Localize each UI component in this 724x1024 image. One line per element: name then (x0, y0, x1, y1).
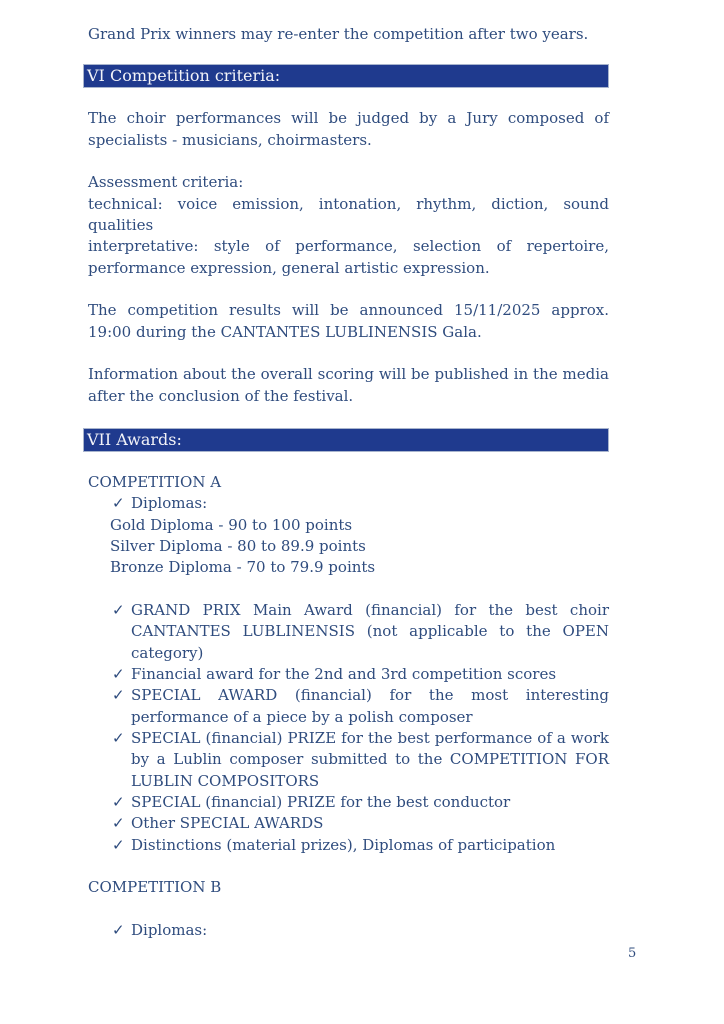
list-item-text: Financial award for the 2nd and 3rd competition scores (131, 664, 557, 683)
blank-line (88, 579, 609, 600)
section-heading-text: VI Competition criteria: (87, 66, 281, 86)
checkmark-icon: ✓ (112, 814, 125, 833)
list-item-diplomas-b (112, 920, 609, 941)
page-content (88, 24, 609, 941)
paragraph-interpretative: interpretative: style of performance, selection of repertoire, performance expression, general artistic expression. (88, 237, 609, 277)
list-item-text: GRAND PRIX Main Award (financial) for the best choir CANTANTES LUBLINENSIS (not applicable to the OPEN category) (131, 600, 609, 662)
list-item-grand-prix (112, 600, 609, 664)
list-item-financial-award (112, 664, 609, 685)
checkmark-icon: ✓ (112, 728, 125, 747)
list-item-text: SPECIAL AWARD (financial) for the most interesting performance of a piece by a polish composer (131, 686, 609, 726)
list-item-special-prize-conductor (112, 792, 609, 813)
competition-a-title: COMPETITION A (88, 472, 222, 491)
checkmark-icon: ✓ (112, 920, 125, 939)
checkmark-icon: ✓ (112, 835, 125, 854)
competition-b-title: COMPETITION B (88, 878, 222, 897)
list-item-other-special-awards (112, 813, 609, 834)
checkmark-icon: ✓ (112, 600, 125, 619)
page-number: 5 (628, 946, 637, 961)
list-item-text: Diplomas: (131, 920, 208, 939)
list-item-text: Other SPECIAL AWARDS (131, 814, 324, 833)
list-item-text: SPECIAL (financial) PRIZE for the best performance of a work by a Lublin composer submitted to the COMPETITION FOR LUBLIN COMPOSITORS (131, 728, 609, 790)
list-item-text: Diplomas: (131, 494, 208, 513)
paragraph-media: Information about the overall scoring will be published in the media after the conclusion of the festival. (88, 365, 609, 405)
intro-paragraph: Grand Prix winners may re-enter the competition after two years. (88, 25, 589, 43)
paragraph-results: The competition results will be announced 15/11/2025 approx. 19:00 during the CANTANTES LUBLINENSIS Gala. (88, 301, 609, 341)
checkmark-icon: ✓ (112, 792, 125, 811)
section-heading-text: VII Awards: (87, 429, 182, 449)
list-item-diplomas-a (112, 493, 609, 514)
list-item-text: Distinctions (material prizes), Diplomas of participation (131, 835, 556, 854)
diploma-line-gold: Gold Diploma - 90 to 100 points (110, 515, 353, 534)
section-heading-competition-criteria (83, 64, 609, 88)
diploma-line-bronze: Bronze Diploma - 70 to 79.9 points (110, 558, 376, 577)
paragraph-technical: technical: voice emission, intonation, rhythm, diction, sound qualities (88, 194, 609, 234)
checkmark-icon: ✓ (112, 494, 125, 513)
checkmark-icon: ✓ (112, 686, 125, 705)
list-item-special-prize-lublin (112, 728, 609, 792)
checkmark-icon: ✓ (112, 664, 125, 683)
section-heading-awards (83, 428, 609, 452)
list-item-special-award-polish (112, 685, 609, 728)
diploma-line-silver: Silver Diploma - 80 to 89.9 points (110, 536, 366, 555)
list-item-text: SPECIAL (financial) PRIZE for the best conductor (131, 792, 511, 811)
paragraph-assessment-label: Assessment criteria: (88, 173, 244, 192)
paragraph-jury: The choir performances will be judged by a Jury composed of specialists - musicians, choirmasters. (88, 109, 609, 149)
list-item-distinctions (112, 835, 609, 856)
